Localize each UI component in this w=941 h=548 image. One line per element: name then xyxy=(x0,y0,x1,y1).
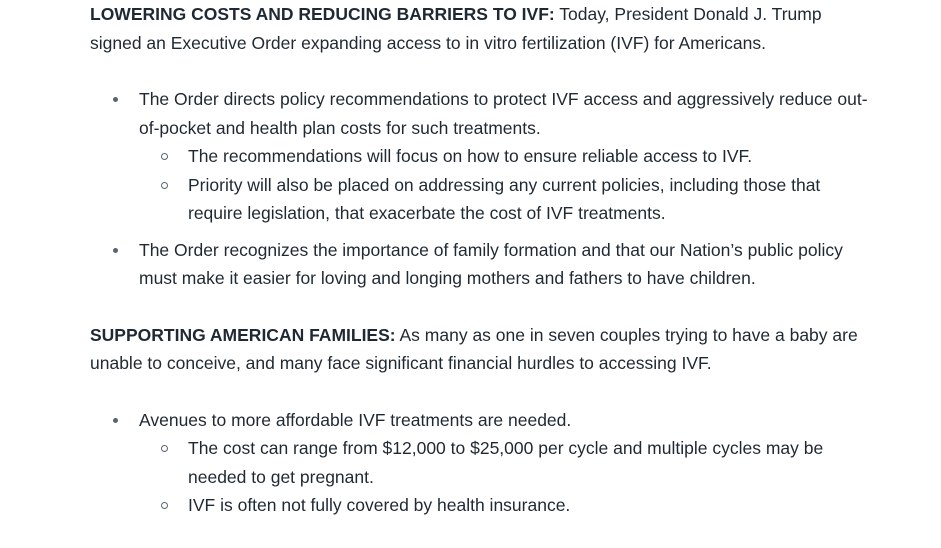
sub-list-item: The recommendations will focus on how to ensure reliable access to IVF. xyxy=(139,142,870,171)
sub-list-item: IVF is often not fully covered by health insurance. xyxy=(139,491,870,520)
bullet-list xyxy=(90,85,870,293)
sub-list-item: The cost can range from $12,000 to $25,000 per cycle and multiple cycles may be needed to get pregnant. xyxy=(139,434,870,491)
bullet-list xyxy=(90,406,870,520)
sub-bullet-list xyxy=(139,142,870,228)
sub-list-item: Priority will also be placed on addressing any current policies, including those that require legislation, that exacerbate the cost of IVF treatments. xyxy=(139,171,870,228)
section-text: Today, President Donald J. Trump signed an Executive Order expanding access to in vitro fertilization (IVF) for Americans. xyxy=(90,4,822,53)
sub-bullet-list xyxy=(139,434,870,520)
list-item-text: The Order directs policy recommendations to protect IVF access and aggressively reduce out-of-pocket and health plan costs for such treatments. xyxy=(139,89,868,138)
section-heading: SUPPORTING AMERICAN FAMILIES: xyxy=(90,324,396,345)
list-item xyxy=(90,85,870,228)
list-item-text: Avenues to more affordable IVF treatments are needed. xyxy=(139,409,572,430)
section-heading: LOWERING COSTS AND REDUCING BARRIERS TO IVF: xyxy=(90,4,555,24)
section-lowering-costs xyxy=(90,0,870,57)
list-item xyxy=(90,406,870,520)
section-text: As many as one in seven couples trying to have a baby are unable to conceive, and many face significant financial hurdles to accessing IVF. xyxy=(90,324,858,373)
section-supporting-families xyxy=(90,321,870,378)
document xyxy=(90,0,870,548)
list-item: The Order recognizes the importance of family formation and that our Nation’s public policy must make it easier for loving and longing mothers and fathers to have children. xyxy=(90,236,870,293)
